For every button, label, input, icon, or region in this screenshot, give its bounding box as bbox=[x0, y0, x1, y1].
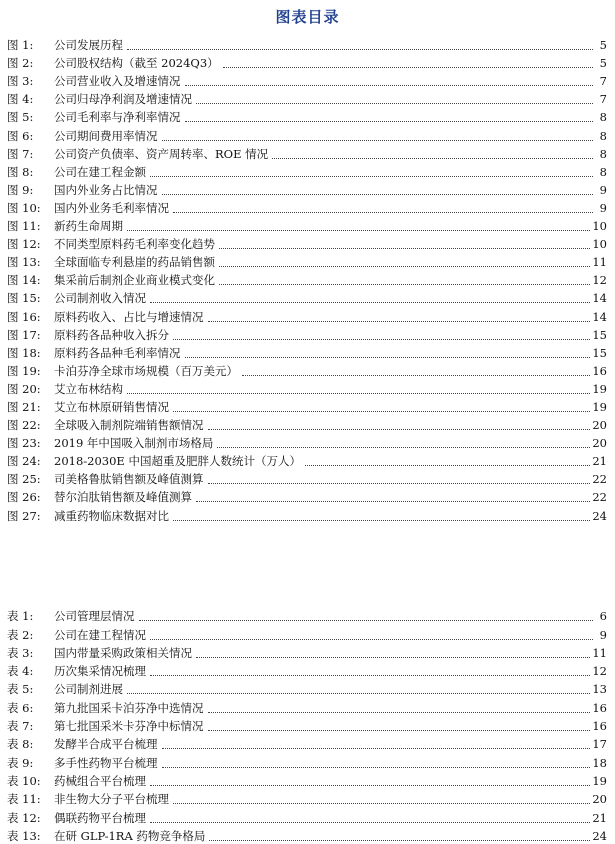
figure-list bbox=[7, 35, 607, 524]
toc-entry-page-number[interactable]: 13 bbox=[592, 682, 607, 697]
toc-entry-title[interactable]: 公司制剂进展 bbox=[54, 682, 123, 697]
table-toc-entry[interactable] bbox=[7, 752, 607, 770]
toc-entry-label: 图 24: bbox=[7, 454, 54, 469]
toc-entry-title[interactable]: 第七批国采米卡芬净中标情况 bbox=[54, 719, 204, 734]
toc-entry-title[interactable]: 公司期间费用率情况 bbox=[54, 128, 158, 143]
toc-entry-page-number[interactable]: 7 bbox=[595, 92, 607, 107]
toc-entry-title[interactable]: 公司资产负债率、资产周转率、ROE 情况 bbox=[54, 146, 269, 161]
toc-entry-page-number[interactable]: 12 bbox=[592, 273, 607, 288]
toc-entry-title[interactable]: 不同类型原料药毛利率变化趋势 bbox=[54, 237, 215, 252]
toc-entry-label: 图 2: bbox=[7, 56, 54, 71]
dot-leader bbox=[162, 140, 594, 141]
toc-entry-label: 表 4: bbox=[7, 664, 54, 679]
toc-entry-label: 图 7: bbox=[7, 147, 54, 162]
figure-toc-entry[interactable] bbox=[7, 270, 607, 288]
figure-toc-entry[interactable] bbox=[7, 89, 607, 107]
dot-leader bbox=[150, 302, 590, 303]
toc-entry-page-number[interactable]: 16 bbox=[592, 363, 607, 378]
toc-entry-label: 表 6: bbox=[7, 701, 54, 716]
figure-toc-entry[interactable] bbox=[7, 234, 607, 252]
dot-leader bbox=[127, 693, 590, 694]
dot-leader bbox=[173, 411, 590, 412]
toc-entry-label: 图 19: bbox=[7, 364, 54, 379]
figure-toc-entry[interactable] bbox=[7, 343, 607, 361]
figure-toc-entry[interactable] bbox=[7, 505, 607, 523]
table-list bbox=[7, 606, 607, 844]
toc-entry-title[interactable]: 艾立布林原研销售情况 bbox=[54, 399, 169, 414]
dot-leader bbox=[185, 121, 594, 122]
toc-entry-page-number[interactable]: 19 bbox=[592, 773, 607, 788]
toc-entry-title[interactable]: 公司在建工程情况 bbox=[54, 627, 146, 642]
toc-entry-page-number[interactable]: 8 bbox=[595, 147, 607, 162]
dot-leader bbox=[219, 248, 590, 249]
toc-entry-label: 图 5: bbox=[7, 110, 54, 125]
toc-entry-page-number[interactable]: 9 bbox=[595, 183, 607, 198]
toc-entry-title[interactable]: 偶联药物平台梳理 bbox=[54, 810, 146, 825]
toc-entry-title[interactable]: 公司制剂收入情况 bbox=[54, 291, 146, 306]
toc-entry-page-number[interactable]: 20 bbox=[592, 418, 607, 433]
dot-leader bbox=[208, 730, 591, 731]
toc-entry-page-number[interactable]: 6 bbox=[595, 609, 607, 624]
dot-leader bbox=[185, 85, 594, 86]
table-toc-entry[interactable] bbox=[7, 606, 607, 624]
toc-entry-label: 图 15: bbox=[7, 291, 54, 306]
toc-entry-title[interactable]: 药械组合平台梳理 bbox=[54, 773, 146, 788]
toc-entry-page-number[interactable]: 16 bbox=[592, 700, 607, 715]
table-toc-entry[interactable] bbox=[7, 771, 607, 789]
toc-entry-label: 图 11: bbox=[7, 219, 54, 234]
dot-leader bbox=[173, 803, 590, 804]
toc-entry-title[interactable]: 司美格鲁肽销售额及峰值测算 bbox=[54, 472, 204, 487]
toc-entry-title[interactable]: 新药生命周期 bbox=[54, 219, 123, 234]
toc-entry-title[interactable]: 原料药各品种毛利率情况 bbox=[54, 345, 181, 360]
toc-entry-title[interactable]: 集采前后制剂企业商业模式变化 bbox=[54, 273, 215, 288]
toc-entry-label: 图 27: bbox=[7, 509, 54, 524]
toc-entry-label: 图 13: bbox=[7, 255, 54, 270]
toc-entry-title[interactable]: 2019 年中国吸入制剂市场格局 bbox=[54, 436, 214, 451]
toc-entry-label: 表 13: bbox=[7, 829, 54, 844]
toc-entry-page-number[interactable]: 8 bbox=[595, 129, 607, 144]
toc-entry-title[interactable]: 全球吸入制剂院端销售额情况 bbox=[54, 418, 204, 433]
toc-entry-page-number[interactable]: 20 bbox=[592, 792, 607, 807]
dot-leader bbox=[150, 176, 593, 177]
dot-leader bbox=[208, 321, 591, 322]
dot-leader bbox=[150, 639, 593, 640]
dot-leader bbox=[162, 748, 591, 749]
dot-leader bbox=[242, 375, 590, 376]
toc-entry-page-number[interactable]: 20 bbox=[592, 436, 607, 451]
dot-leader bbox=[150, 675, 590, 676]
toc-entry-title[interactable]: 历次集采情况梳理 bbox=[54, 664, 146, 679]
table-toc-entry[interactable] bbox=[7, 807, 607, 825]
toc-entry-label: 图 12: bbox=[7, 237, 54, 252]
table-toc-entry[interactable] bbox=[7, 826, 607, 844]
toc-entry-title[interactable]: 公司管理层情况 bbox=[54, 609, 135, 624]
toc-entry-title[interactable]: 国内带量采购政策相关情况 bbox=[54, 645, 192, 660]
figure-toc-entry[interactable] bbox=[7, 216, 607, 234]
toc-entry-label: 表 3: bbox=[7, 646, 54, 661]
toc-entry-page-number[interactable]: 9 bbox=[595, 628, 607, 643]
dot-leader bbox=[208, 483, 591, 484]
toc-entry-page-number[interactable]: 12 bbox=[592, 664, 607, 679]
toc-entry-page-number[interactable]: 16 bbox=[592, 719, 607, 734]
toc-entry-label: 图 20: bbox=[7, 382, 54, 397]
toc-entry-label: 图 3: bbox=[7, 74, 54, 89]
figure-toc-entry[interactable] bbox=[7, 397, 607, 415]
figure-toc-entry[interactable] bbox=[7, 306, 607, 324]
dot-leader bbox=[196, 657, 590, 658]
toc-entry-title[interactable]: 国内外业务占比情况 bbox=[54, 182, 158, 197]
dot-leader bbox=[139, 620, 594, 621]
dot-leader bbox=[219, 266, 590, 267]
toc-entry-title[interactable]: 公司毛利率与净利率情况 bbox=[54, 110, 181, 125]
table-toc-entry[interactable] bbox=[7, 789, 607, 807]
toc-entry-title[interactable]: 公司在建工程金额 bbox=[54, 164, 146, 179]
table-toc-entry[interactable] bbox=[7, 624, 607, 642]
toc-entry-label: 图 18: bbox=[7, 346, 54, 361]
toc-entry-title[interactable]: 艾立布林结构 bbox=[54, 381, 123, 396]
dot-leader bbox=[208, 712, 591, 713]
toc-entry-page-number[interactable]: 5 bbox=[595, 56, 607, 71]
toc-entry-label: 表 10: bbox=[7, 774, 54, 789]
figure-toc-entry[interactable] bbox=[7, 35, 607, 53]
toc-entry-page-number[interactable]: 24 bbox=[592, 508, 607, 523]
toc-entry-label: 图 8: bbox=[7, 165, 54, 180]
toc-entry-title[interactable]: 原料药各品种收入拆分 bbox=[54, 327, 169, 342]
dot-leader bbox=[162, 194, 594, 195]
figure-toc-entry[interactable] bbox=[7, 180, 607, 198]
dot-leader bbox=[208, 429, 591, 430]
toc-entry-label: 图 17: bbox=[7, 328, 54, 343]
toc-entry-label: 表 5: bbox=[7, 682, 54, 697]
toc-entry-label: 表 8: bbox=[7, 737, 54, 752]
toc-entry-label: 表 1: bbox=[7, 609, 54, 624]
dot-leader bbox=[173, 212, 593, 213]
figure-toc-entry[interactable] bbox=[7, 361, 607, 379]
toc-entry-title[interactable]: 发酵半合成平台梳理 bbox=[54, 737, 158, 752]
toc-entry-title[interactable]: 非生物大分子平台梳理 bbox=[54, 792, 169, 807]
figure-toc-entry[interactable] bbox=[7, 71, 607, 89]
table-toc-entry[interactable] bbox=[7, 734, 607, 752]
dot-leader bbox=[150, 785, 590, 786]
figure-toc-entry[interactable] bbox=[7, 469, 607, 487]
figure-toc-entry[interactable] bbox=[7, 379, 607, 397]
toc-entry-title[interactable]: 2018-2030E 中国超重及肥胖人数统计（万人） bbox=[54, 454, 301, 469]
toc-entry-title[interactable]: 在研 GLP-1RA 药物竞争格局 bbox=[54, 828, 206, 843]
dot-leader bbox=[196, 501, 590, 502]
toc-entry-page-number[interactable]: 11 bbox=[592, 645, 607, 660]
figure-toc-entry[interactable] bbox=[7, 252, 607, 270]
figure-toc-entry[interactable] bbox=[7, 325, 607, 343]
figure-toc-entry[interactable] bbox=[7, 162, 607, 180]
toc-entry-label: 图 9: bbox=[7, 183, 54, 198]
toc-entry-page-number[interactable]: 10 bbox=[592, 237, 607, 252]
toc-entry-page-number[interactable]: 21 bbox=[592, 810, 607, 825]
dot-leader bbox=[272, 158, 593, 159]
toc-entry-page-number[interactable]: 19 bbox=[592, 399, 607, 414]
toc-entry-title[interactable]: 卡泊芬净全球市场规模（百万美元） bbox=[54, 363, 238, 378]
figure-toc-entry[interactable] bbox=[7, 53, 607, 71]
dot-leader bbox=[173, 339, 590, 340]
table-toc-entry[interactable] bbox=[7, 643, 607, 661]
toc-entry-label: 图 22: bbox=[7, 418, 54, 433]
toc-entry-title[interactable]: 全球面临专利悬崖的药品销售额 bbox=[54, 255, 215, 270]
toc-entry-title[interactable]: 公司发展历程 bbox=[54, 38, 123, 53]
figure-toc-entry[interactable] bbox=[7, 107, 607, 125]
toc-entry-page-number[interactable]: 11 bbox=[592, 255, 607, 270]
dot-leader bbox=[127, 230, 590, 231]
toc-entry-label: 图 6: bbox=[7, 129, 54, 144]
toc-entry-page-number[interactable]: 5 bbox=[595, 38, 607, 53]
toc-entry-title[interactable]: 减重药物临床数据对比 bbox=[54, 508, 169, 523]
toc-entry-page-number[interactable]: 9 bbox=[595, 201, 607, 216]
figure-toc-entry[interactable] bbox=[7, 451, 607, 469]
dot-leader bbox=[223, 67, 593, 68]
table-toc-entry[interactable] bbox=[7, 697, 607, 715]
figure-toc-entry[interactable] bbox=[7, 144, 607, 162]
toc-entry-title[interactable]: 公司股权结构（截至 2024Q3） bbox=[54, 56, 219, 71]
toc-entry-label: 图 10: bbox=[7, 201, 54, 216]
toc-entry-page-number[interactable]: 15 bbox=[592, 327, 607, 342]
toc-entry-page-number[interactable]: 18 bbox=[592, 755, 607, 770]
toc-entry-title[interactable]: 替尔泊肽销售额及峰值测算 bbox=[54, 490, 192, 505]
toc-entry-page-number[interactable]: 7 bbox=[595, 74, 607, 89]
dot-leader bbox=[162, 767, 591, 768]
toc-entry-title[interactable]: 原料药收入、占比与增速情况 bbox=[54, 309, 204, 324]
figure-toc-entry[interactable] bbox=[7, 125, 607, 143]
dot-leader bbox=[196, 103, 593, 104]
figure-toc-entry[interactable] bbox=[7, 288, 607, 306]
toc-entry-label: 图 14: bbox=[7, 273, 54, 288]
toc-entry-page-number[interactable]: 19 bbox=[592, 381, 607, 396]
page-title: 图表目录 bbox=[275, 8, 340, 26]
toc-entry-page-number[interactable]: 8 bbox=[595, 165, 607, 180]
toc-entry-page-number[interactable]: 21 bbox=[592, 454, 607, 469]
figure-toc-entry[interactable] bbox=[7, 415, 607, 433]
toc-entry-label: 图 16: bbox=[7, 310, 54, 325]
toc-entry-label: 图 25: bbox=[7, 472, 54, 487]
figure-toc-entry[interactable] bbox=[7, 433, 607, 451]
toc-entry-title[interactable]: 多手性药物平台梳理 bbox=[54, 755, 158, 770]
table-toc-entry[interactable] bbox=[7, 661, 607, 679]
toc-entry-label: 表 11: bbox=[7, 792, 54, 807]
toc-entry-label: 图 1: bbox=[7, 38, 54, 53]
figure-toc-entry[interactable] bbox=[7, 198, 607, 216]
dot-leader bbox=[127, 393, 590, 394]
toc-entry-page-number[interactable]: 17 bbox=[592, 737, 607, 752]
toc-entry-title[interactable]: 第九批国采卡泊芬净中选情况 bbox=[54, 700, 204, 715]
table-toc-entry[interactable] bbox=[7, 716, 607, 734]
toc-entry-page-number[interactable]: 10 bbox=[592, 219, 607, 234]
table-toc-entry[interactable] bbox=[7, 679, 607, 697]
toc-entry-label: 图 21: bbox=[7, 400, 54, 415]
toc-entry-page-number[interactable]: 8 bbox=[595, 110, 607, 125]
toc-entry-label: 图 4: bbox=[7, 92, 54, 107]
toc-entry-page-number[interactable]: 14 bbox=[592, 309, 607, 324]
dot-leader bbox=[173, 520, 590, 521]
toc-entry-page-number[interactable]: 14 bbox=[592, 291, 607, 306]
dot-leader bbox=[127, 49, 593, 50]
dot-leader bbox=[219, 284, 590, 285]
figure-toc-entry[interactable] bbox=[7, 487, 607, 505]
dot-leader bbox=[209, 840, 590, 841]
toc-entry-page-number[interactable]: 22 bbox=[592, 472, 607, 487]
toc-entry-title[interactable]: 公司营业收入及增速情况 bbox=[54, 74, 181, 89]
toc-entry-label: 表 12: bbox=[7, 811, 54, 826]
toc-entry-label: 表 7: bbox=[7, 719, 54, 734]
dot-leader bbox=[217, 447, 590, 448]
toc-entry-title[interactable]: 国内外业务毛利率情况 bbox=[54, 200, 169, 215]
toc-entry-page-number[interactable]: 24 bbox=[592, 828, 607, 843]
toc-entry-label: 图 26: bbox=[7, 490, 54, 505]
toc-entry-label: 表 2: bbox=[7, 628, 54, 643]
toc-entry-title[interactable]: 公司归母净利润及增速情况 bbox=[54, 92, 192, 107]
dot-leader bbox=[150, 822, 590, 823]
dot-leader bbox=[185, 357, 591, 358]
toc-entry-label: 图 23: bbox=[7, 436, 54, 451]
toc-entry-page-number[interactable]: 22 bbox=[592, 490, 607, 505]
toc-entry-label: 表 9: bbox=[7, 756, 54, 771]
toc-entry-page-number[interactable]: 15 bbox=[592, 345, 607, 360]
dot-leader bbox=[305, 465, 590, 466]
